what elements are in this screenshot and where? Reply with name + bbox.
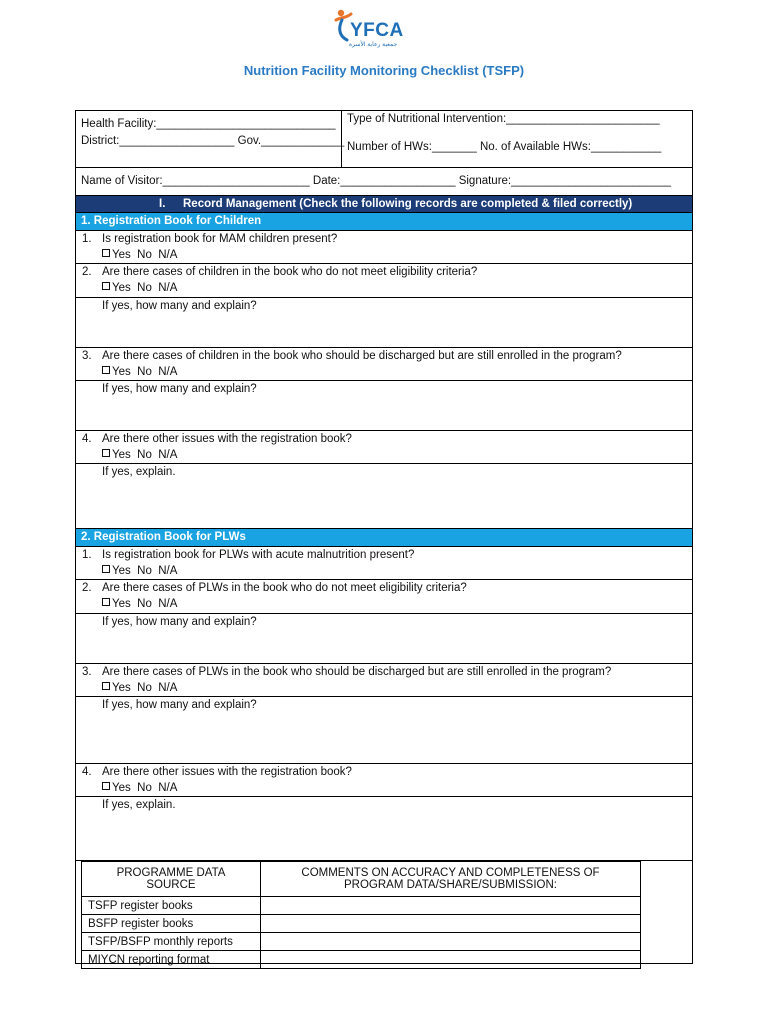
options-label: Yes No N/A (112, 682, 178, 694)
data-source-table (81, 861, 641, 969)
checkbox-icon[interactable] (102, 282, 110, 290)
yes-no-na-options[interactable] (102, 598, 177, 610)
question-text: Are there other issues with the registration book? (102, 766, 352, 778)
plws-q4-explain[interactable] (76, 797, 692, 861)
checkbox-icon[interactable] (102, 565, 110, 573)
health-facility-field[interactable]: Health Facility:____________________________ (81, 118, 336, 130)
children-q4 (76, 431, 692, 464)
header-line: SOURCE (146, 879, 196, 891)
question-text: Are there cases of children in the book who should be discharged but are still enrolled in the program? (102, 350, 622, 362)
checkbox-icon[interactable] (102, 598, 110, 606)
plws-q3 (76, 664, 692, 697)
question-text: Are there cases of PLWs in the book who should be discharged but are still enrolled in the program? (102, 666, 612, 678)
question-number: 4. (82, 766, 92, 778)
col-comments-header (261, 862, 641, 897)
question-number: 4. (82, 433, 92, 445)
yes-no-na-options[interactable] (102, 449, 177, 461)
comment-cell[interactable] (261, 933, 641, 951)
question-number: 3. (82, 350, 92, 362)
header-line: PROGRAMME DATA (116, 867, 226, 879)
checkbox-icon[interactable] (102, 449, 110, 457)
subsection-plws-title: 2. Registration Book for PLWs (81, 531, 246, 543)
question-text: Are there cases of children in the book who do not meet eligibility criteria? (102, 266, 478, 278)
children-q3-explain[interactable] (76, 381, 692, 431)
options-label: Yes No N/A (112, 282, 178, 294)
checklist-form (75, 110, 693, 964)
plws-q4 (76, 764, 692, 797)
question-number: 1. (82, 233, 92, 245)
follow-up-prompt: If yes, how many and explain? (102, 300, 257, 312)
section-record-management (76, 196, 692, 213)
follow-up-prompt: If yes, how many and explain? (102, 616, 257, 628)
data-source-name: TSFP register books (82, 897, 261, 915)
yes-no-na-options[interactable] (102, 682, 177, 694)
comment-cell[interactable] (261, 951, 641, 969)
checkbox-icon[interactable] (102, 682, 110, 690)
question-text: Is registration book for PLWs with acute malnutrition present? (102, 549, 415, 561)
question-number: 1. (82, 549, 92, 561)
options-label: Yes No N/A (112, 449, 178, 461)
yes-no-na-options[interactable] (102, 282, 177, 294)
question-number: 3. (82, 666, 92, 678)
header-line: PROGRAM DATA/SHARE/SUBMISSION: (344, 879, 557, 891)
options-label: Yes No N/A (112, 565, 178, 577)
subsection-children-title: 1. Registration Book for Children (81, 215, 262, 227)
yes-no-na-options[interactable] (102, 565, 177, 577)
page-title: Nutrition Facility Monitoring Checklist (TSFP) (243, 63, 525, 78)
children-q4-explain[interactable] (76, 464, 692, 529)
options-label: Yes No N/A (112, 598, 178, 610)
children-q2-explain[interactable] (76, 298, 692, 348)
logo-brand-text: YFCA (350, 20, 404, 41)
children-q1 (76, 231, 692, 264)
question-text: Are there cases of PLWs in the book who do not meet eligibility criteria? (102, 582, 467, 594)
yes-no-na-options[interactable] (102, 366, 177, 378)
facility-info-row (76, 111, 692, 168)
question-number: 2. (82, 266, 92, 278)
question-text: Is registration book for MAM children present? (102, 233, 338, 245)
table-row (82, 951, 641, 969)
yes-no-na-options[interactable] (102, 782, 177, 794)
data-source-name: TSFP/BSFP monthly reports (82, 933, 261, 951)
question-text: Are there other issues with the registration book? (102, 433, 352, 445)
comment-cell[interactable] (261, 897, 641, 915)
plws-q3-explain[interactable] (76, 697, 692, 764)
checkbox-icon[interactable] (102, 782, 110, 790)
children-q2 (76, 264, 692, 298)
subsection-children (76, 213, 692, 231)
options-label: Yes No N/A (112, 782, 178, 794)
visitor-row (76, 168, 692, 196)
subsection-plws (76, 529, 692, 547)
options-label: Yes No N/A (112, 249, 178, 261)
options-label: Yes No N/A (112, 366, 178, 378)
table-row (82, 915, 641, 933)
intervention-type-field[interactable]: Type of Nutritional Intervention:________________________ (347, 113, 660, 125)
follow-up-prompt: If yes, explain. (102, 466, 176, 478)
logo-arabic-text: جمعية رعاية الأسرة (349, 42, 398, 48)
follow-up-prompt: If yes, how many and explain? (102, 699, 257, 711)
yes-no-na-options[interactable] (102, 249, 177, 261)
comment-cell[interactable] (261, 915, 641, 933)
children-q3 (76, 348, 692, 381)
section-title: Record Management (Check the following records are completed & filed correctly) (183, 198, 633, 210)
follow-up-prompt: If yes, how many and explain? (102, 383, 257, 395)
follow-up-prompt: If yes, explain. (102, 799, 176, 811)
data-source-name: MIYCN reporting format (82, 951, 261, 969)
yfca-logo (333, 8, 413, 48)
plws-q2 (76, 580, 692, 614)
plws-q2-explain[interactable] (76, 614, 692, 664)
data-source-header-row (82, 862, 641, 897)
data-source-name: BSFP register books (82, 915, 261, 933)
visitor-date-signature-field[interactable]: Name of Visitor:_______________________ Date:__________________ Signature:_________________________ (81, 175, 672, 187)
plws-q1 (76, 547, 692, 580)
checkbox-icon[interactable] (102, 366, 110, 374)
header-line: COMMENTS ON ACCURACY AND COMPLETENESS OF (301, 867, 600, 879)
table-row (82, 933, 641, 951)
district-gov-field[interactable]: District:__________________ Gov._____________ (81, 135, 345, 147)
col-data-source-header (82, 862, 261, 897)
section-number: I. (159, 198, 166, 210)
question-number: 2. (82, 582, 92, 594)
checkbox-icon[interactable] (102, 249, 110, 257)
table-row (82, 897, 641, 915)
hws-field[interactable]: Number of HWs:_______ No. of Available HWs:___________ (347, 141, 662, 153)
header-divider (341, 111, 342, 168)
